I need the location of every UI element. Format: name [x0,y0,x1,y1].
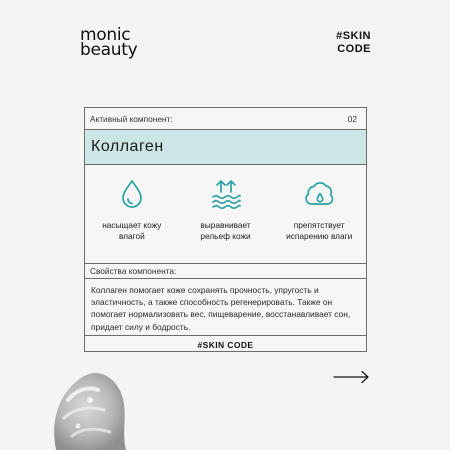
skin-code-tag-line2: CODE [337,43,371,55]
skin-code-tag-line1: #SKIN [336,30,371,42]
arrow-right-icon[interactable] [333,370,370,384]
skin-code-tag [336,30,371,56]
card-footer-tag: #SKIN CODE [197,339,254,350]
wave-arrows-icon [209,177,243,211]
cloud-drop-icon [302,177,336,211]
ingredient-title-row [85,130,366,165]
ingredient-card [84,107,367,352]
properties-row [85,264,366,279]
feature-texture-caption: выравнивает рельеф кожи [200,220,251,241]
properties-label: Свойства компонента: [90,266,177,276]
brand-logo-line2: beauty [80,40,138,60]
brand-logo-line1: monic [80,25,131,45]
brand-logo [80,25,138,60]
feature-moisture-lock [272,165,366,263]
ingredient-name: Коллаген [91,138,164,155]
card-number: 02 [347,113,357,124]
active-component-label: Активный компонент: [90,113,173,124]
ingredient-description: Коллаген помогает коже сохранять прочность, упругость и эластичность, а также способность регенерировать. Также он помогает нормализовать вес, пищеварение, восстанавливает сон, придает силу и бодрость. [85,279,366,336]
water-drop-icon [115,177,149,211]
feature-hydration [85,165,179,263]
active-component-row [85,108,366,130]
feature-hydration-caption: насыщает кожу влагой [102,220,162,241]
cream-texture-swatch [38,360,128,450]
feature-moisture-lock-caption: препятствует испарению влаги [286,220,353,241]
features-row [85,165,366,264]
feature-texture [179,165,273,263]
